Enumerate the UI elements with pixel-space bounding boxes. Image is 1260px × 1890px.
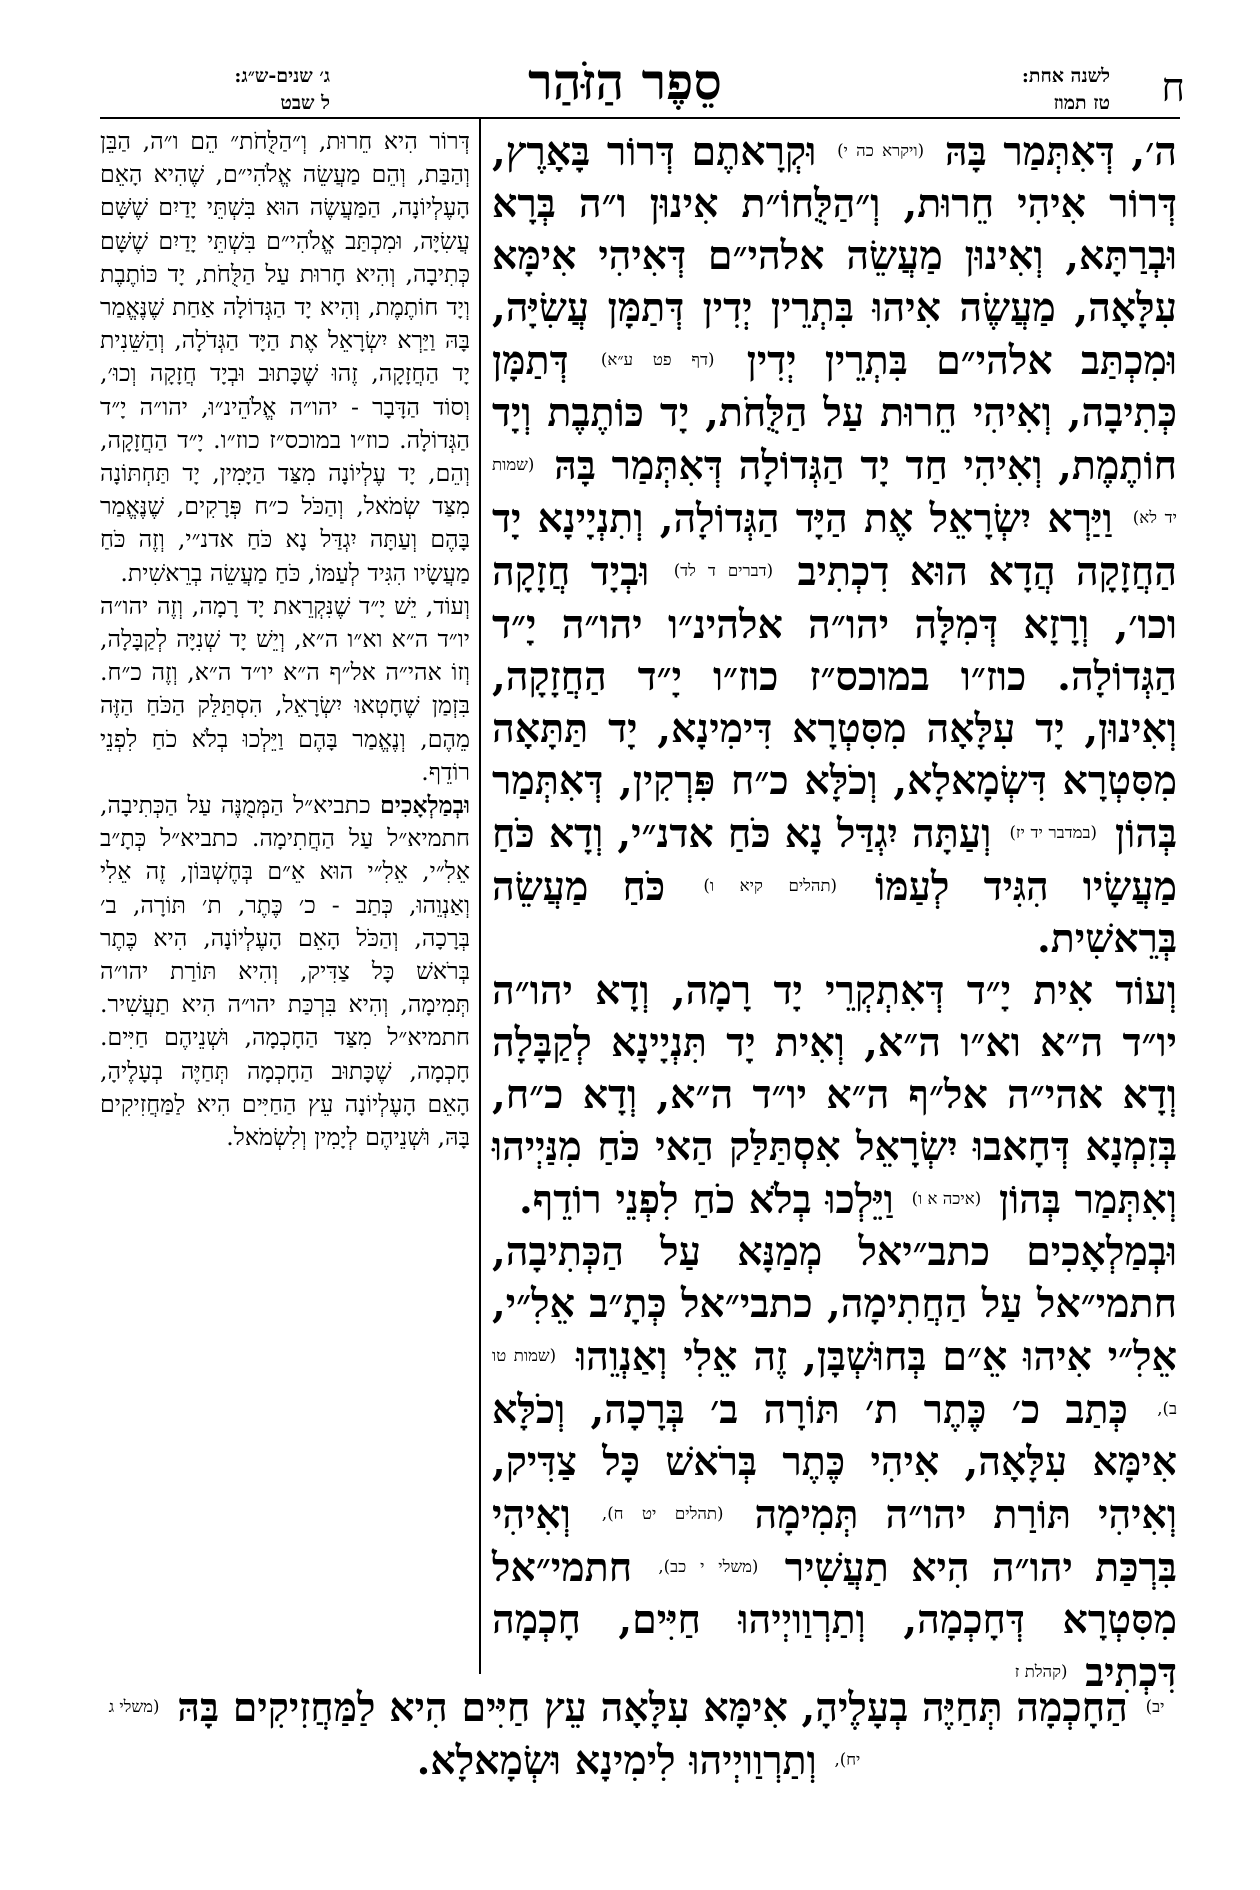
main-text: הַחָכְמָה תְּחַיֶּה בְעָלֶיהָ, אִימָּא עִלָּאָה עֵץ חַיִּים הִיא לַמַּחֲזִיקִים בָּהּ	[177, 1685, 1128, 1732]
verse-reference: (איכה א ו)	[911, 1188, 982, 1208]
main-text-column	[492, 125, 1177, 1699]
header-left-line2: ל שבט	[280, 92, 330, 114]
verse-reference: (תהלים קיא ו)	[703, 875, 838, 895]
main-text: דְּתַמָּן כְּתִיבָה, וְאִיהִי חֵרוּת עַל הַלֻּחֹת, יָד כּוֹתֶבֶת וְיָד חוֹתֶמֶת, וְאִיהִי חַד יָד הַגְּדוֹלָה דְּאִתְּמַר בָּהּ	[492, 338, 1177, 490]
main-text: חתמי״אל מִסִּטְרָא דְּחָכְמָה, וְתַרְוַויְיהוּ חַיִּים, חָכְמָה דִּכְתִיב	[492, 1545, 1177, 1697]
main-text: וְאִיהִי בִּרְכַּת יהו״ה הִיא תַעֲשִׁיר	[492, 1492, 1177, 1592]
header-right-line1: לשנה אחת:	[1021, 65, 1110, 87]
main-text: וַיַּרְא יִשְׂרָאֵל אֶת הַיָּד הַגְּדוֹלָה, וְתִנְיָינָא יָד הַחֲזָקָה הֲדָא הוּא דִכְתִיב	[492, 496, 1177, 596]
commentary-text: כתביא״ל הַמְּמֻנֶּה עַל הַכְּתִיבָה, חתמיא״ל עַל הַחֲתִימָה. כתביא״ל כְּתָ״ב אֵלִ״י, אֵלִ״י הוּא אֵ״ם בְּחֶשְׁבּוֹן, זֶה אֵלִי וְאַנְוֵהוּ, כְּתַב - כ׳ כֶּתֶר, ת׳ תּוֹרָה, ב׳ בְּרָכָה, וְהַכֹּל הָאֵם הָעֶלְיוֹנָה, הִיא כֶּתֶר בְּרֹאשׁ כָּל צַדִּיק, וְהִיא תּוֹרַת יהו״ה תְּמִימָה, וְהִיא בִּרְכַּת יהו״ה הִיא תַעֲשִׁיר. חתמיא״ל מִצַּד הַחָכְמָה, וּשְׁנֵיהֶם חַיִּים. חָכְמָה, שֶׁכָּתוּב הַחָכְמָה תְּחַיֶּה בְעָלֶיהָ, הָאֵם הָעֶלְיוֹנָה עֵץ הַחַיִּים הִיא לַמַּחֲזִיקִים בָּהּ, וּשְׁנֵיהֶם לְיָמִין וְלִשְׂמֹאל.	[100, 791, 470, 1152]
header-right-line2: טז תמוז	[1053, 92, 1110, 114]
main-text: וּקְרָאתֶם דְּרוֹר בָּאָרֶץ, דְּרוֹר אִיהִי חֵרוּת, וְ״הַלֻּחוֹ״ת אִינוּן ו״ה בְּרָא וּבְרַתָּא, וְאִינוּן מַעֲשֵׂה אלהי״ם דְּאִיהִי אִימָּא עִלָּאָה, מַעֲשֶׂה אִיהוּ בִּתְרֵין יְדִין דְּתַמָּן עֲשִׂיָּה, וּמִכְתַּב אלהי״ם בִּתְרֵין יְדִין	[492, 129, 1177, 385]
commentary-column	[100, 125, 470, 1154]
folio-reference: (דף פט ע״א)	[600, 350, 715, 370]
main-paragraph-2	[492, 965, 1177, 1226]
verse-reference: (שמות טו ב),	[492, 1345, 1177, 1418]
commentary-paragraph-1: דְּרוֹר הִיא חֵרוּת, וְ״הַלֻּחֹת״ הֵם ו״ה, הַבֵּן וְהַבַּת, וְהֵם מַעֲשֵׂה אֱלֹהִי״ם, שֶׁהִיא הָאֵם הָעֶלְיוֹנָה, הַמַּעֲשֶׂה הוּא בִּשְׁתֵּי יָדַיִם שֶׁשָּׁם עֲשִׂיָּה, וּמִכְתַּב אֱלֹהִי״ם בִּשְׁתֵּי יָדַיִם שֶׁשָּׁם כְּתִיבָה, וְהִיא חָרוּת עַל הַלֻּחֹת, יָד כּוֹתֶבֶת וְיָד חוֹתֶמֶת, וְהִיא יָד הַגְּדוֹלָה אַחַת שֶׁנֶּאֱמַר בָּהּ וַיַּרְא יִשְׂרָאֵל אֶת הַיָּד הַגְּדֹלָה, וְהַשֵּׁנִית יָד הַחֲזָקָה, זֶהוּ שֶׁכָּתוּב וּבְיָד חֲזָקָה וְכוּ׳, וְסוֹד הַדָּבָר - יהו״ה אֱלֹהֵינ״וּ, יהו״ה יָ״ד הַגְּדוֹלָה. כוז״ו במוכס״ז כוז״ו. יָ״ד הַחֲזָקָה, וְהֵם, יָד עֶלְיוֹנָה מִצַּד הַיָּמִין, יָד תַּחְתּוֹנָה מִצַּד שְׂמֹאל, וְהַכֹּל כ״ח פְּרָקִים, שֶׁנֶּאֱמַר בָּהֶם וְעַתָּה יִגְדַּל נָא כֹּחַ אדנ״י, וְזֶה כֹּחַ מַעֲשָׂיו הִגִּיד לְעַמּוֹ, כֹּחַ מַעֲשֵׂה בְרֵאשִׁית.	[100, 127, 470, 587]
main-text: וּבְמַלְאָכִים כתב״יאל מְמַנָּא עַל הַכְּתִיבָה, חתמי״אל עַל הַחֲתִימָה, כתבי״אל כְּתָ״ב אֵלִ״י, אֵלִ״י אִיהוּ אֵ״ם בְּחוּשְׁבָּן, זֶה אֵלִי וְאַנְוֵהוּ	[492, 1228, 1177, 1380]
main-text: כְּתַב כ׳ כֶּתֶר ת׳ תּוֹרָה ב׳ בְּרָכָה, וְכֹלָּא אִימָּא עִלָּאָה, אִיהִי כֶּתֶר בְּרֹאשׁ כָּל צַדִּיק, וְאִיהִי תּוֹרַת יהו״ה תְּמִימָה	[492, 1387, 1177, 1539]
header-daily-schedule	[910, 63, 1110, 117]
verse-reference: (במדבר יד יז)	[1009, 822, 1097, 842]
verse-reference: (קהלת ז	[1014, 1662, 1068, 1682]
main-text: וַיֵּלְכוּ בְלֹא כֹחַ לִפְנֵי רוֹדֵף.	[518, 1176, 894, 1223]
main-text: וְתַרְוַויְיהוּ לִימִינָא וּשְׂמָאלָא.	[416, 1738, 817, 1785]
verse-reference: יב)	[1145, 1697, 1165, 1716]
main-text: וּבְיָד חֲזָקָה וכו׳, וְרָזָא דְּמִלָּה יהו״ה אלהינ״ו יהו״ה יָ״ד הַגְּדוֹלָה. כוז״ו במוכס״ז כוז״ו יָ״ד הַחֲזָקָה, וְאִינוּן, יָד עִלָּאָה מִסִּטְרָא דִּימִינָא, יָד תַּתָּאָה מִסִּטְרָא דִּשְׂמָאלָא, וְכֹלָּא כ״ח פִּרְקִין, דְּאִתְּמַר בְּהוֹן	[492, 549, 1177, 857]
commentary-paragraph-2: וְעוֹד, יֵשׁ יָ״ד שֶׁנִּקְרֵאת יָד רָמָה, וְזֶה יהו״ה יו״ד ה״א וא״ו ה״א, וְיֵשׁ יָד שְׁנִיָּה לְקַבָּלָה, וְזוֹ אהי״ה אל״ף ה״א יו״ד ה״א, וְזֶה כ״ח. בִּזְמַן שֶׁחָטְאוּ יִשְׂרָאֵל, הִסְתַּלֵּק הַכֹּחַ הַזֶּה מֵהֶם, וְנֶאֱמַר בָּהֶם וַיֵּלְכוּ בְלֹא כֹחַ לִפְנֵי רוֹדֵף.	[100, 591, 470, 786]
header-left-line1: ג׳ שנים-ש״ג:	[234, 65, 330, 87]
main-text: ה׳, דְּאִתְּמַר בָּהּ	[944, 129, 1178, 176]
main-paragraph-1	[492, 125, 1177, 965]
column-divider	[479, 119, 481, 1674]
verse-reference: (משלי י כב),	[658, 1557, 759, 1577]
main-text: וְעוֹד אִית יָ״ד דְּאִתְקְרֵי יָד רָמָה, וְדָא יהו״ה יו״ד ה״א וא״ו ה״א, וְאִית יָד תִּנְיָינָא לְקַבָּלָה וְדָא אהי״ה אל״ף ה״א יו״ד ה״א, וְדָא כ״ח, בְּזִמְנָא דְּחָאבוּ יִשְׂרָאֵל אִסְתַּלַּק הַאי כֹּחַ מִנַּיְיהוּ וְאִתְּמַר בְּהוֹן	[492, 967, 1177, 1223]
verse-reference: (שמות יד לא)	[492, 455, 1177, 528]
commentary-paragraph-3	[100, 789, 470, 1154]
header-divider	[100, 117, 1180, 119]
page-number: ח	[1161, 65, 1185, 111]
main-text-continuation	[100, 1681, 1177, 1787]
main-paragraph-3	[492, 1226, 1177, 1700]
main-text: כֹּחַ מַעֲשֵׂה בְּרֵאשִׁית.	[492, 863, 1177, 962]
verse-reference: (תהלים יט ח),	[601, 1504, 724, 1524]
main-text: וְעַתָּה יִגְדַּל נָא כֹּחַ אדנ״י, וְדָא כֹּחַ מַעֲשָׂיו הִגִּיד לְעַמּוֹ	[492, 810, 1177, 910]
book-title: סֵפֶר הַזֹּהַר	[528, 52, 722, 111]
header-three-year-schedule	[100, 63, 330, 117]
commentary-lead-word: וּבְמַלְאָכִים	[379, 791, 470, 820]
verse-reference: (דברים ד לד)	[673, 561, 774, 581]
verse-reference: (משלי ג יח),	[108, 1697, 861, 1770]
verse-reference: (ויקרא כה י)	[837, 141, 925, 160]
